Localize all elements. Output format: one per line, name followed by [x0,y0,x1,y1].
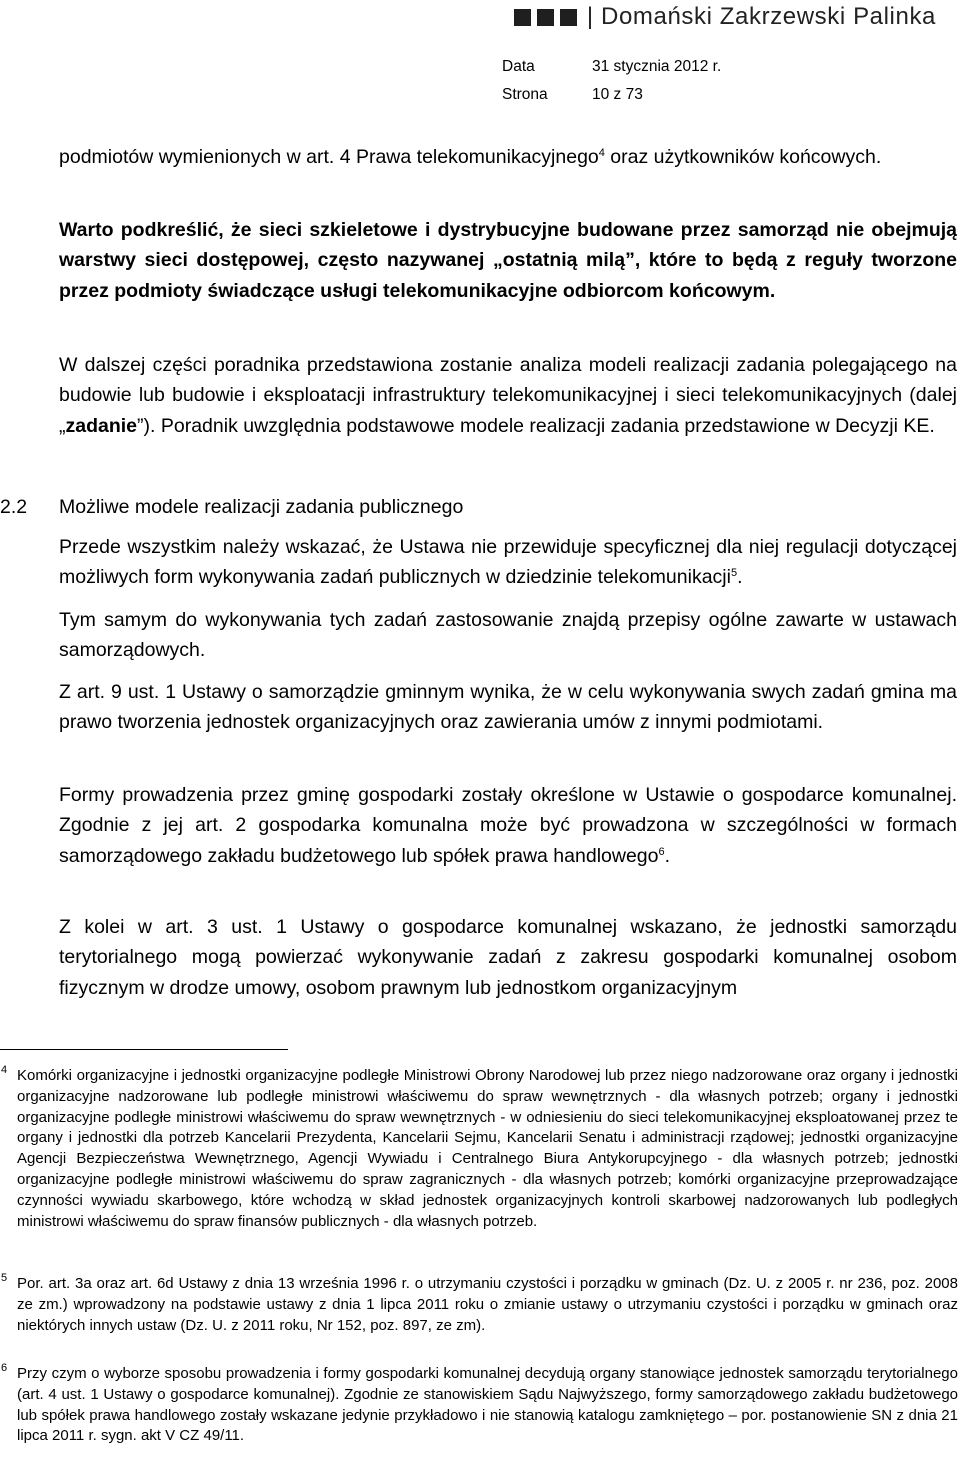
footnote-number: 4 [1,1064,8,1076]
footnote-text: Komórki organizacyjne i jednostki organizacyjne podległe Ministrowi Obrony Narodowej lub przez niego nadzorowane oraz organy i jednostki organizacyjne nadzorowane lub podległe ministrowi właściwemu do spraw wewnętrznych - dla własnych potrzeb; organy i jednostki organizacyjne podległe ministrowi właściwemu do spraw wewnętrznych - w odniesieniu do sieci telekomunikacyjnej eksploatowanej przez te organy i jednostki dla potrzeb Kancelarii Prezydenta, Kancelarii Sejmu, Kancelarii Senatu i administracji rządowej; jednostki organizacyjne Agencji Bezpieczeństwa Wewnętrznego, Agencji Wywiadu i Centralnego Biura Antykorupcyjnego - dla własnych potrzeb; jednostki organizacyjne podległe ministrowi właściwemu do spraw zagranicznych - dla własnych potrzeb; komórki organizacyjne przeprowadzające czynności wywiadu skarbowego, które wchodzą w skład jednostek organizacyjnych kontroli skarbowej nadzorowanych lub podległych ministrowi właściwemu do spraw finansów publicznych - dla własnych potrzeb. [17,1067,958,1230]
logo-square-icon [560,9,577,26]
paragraph: Z kolei w art. 3 ust. 1 Ustawy o gospodarce komunalnej wskazano, że jednostki samorządu terytorialnego mogą powierzać wykonywanie zadań z zakresu gospodarki komunalnej osobom fizycznym w drodze umowy, osobom prawnym lub jednostkom organizacyjnym [59,916,957,999]
paragraph: podmiotów wymienionych w art. 4 Prawa telekomunikacyjnego$^4$ oraz użytkowników końcowych. [59,146,882,168]
paragraph: Przede wszystkim należy wskazać, że Ustawa nie przewiduje specyficznej dla niej regulacji dotyczącej możliwych form wykonywania zadań publicznych w dziedzinie telekomunikacji$^5$. [59,536,957,589]
paragraph: Z art. 9 ust. 1 Ustawy o samorządzie gminnym wynika, że w celu wykonywania swych zadań gmina ma prawo tworzenia jednostek organizacyjnych oraz zawierania umów z innymi podmiotami. [59,681,957,734]
logo-square-icon [537,9,554,26]
footnote-ref[interactable]: 5 [730,567,738,580]
footnote-text: Przy czym o wyborze sposobu prowadzenia i formy gospodarki komunalnej decydują organy stanowiące jednostek samorządu terytorialnego (art. 4 ust. 1 Ustawy o gospodarce komunalnej). Zgodnie ze stanowiskiem Sądu Najwyższego, formy samorządowego zakładu budżetowego lub spółek prawa handlowego zostały wskazane jedynie przykładowo i nie stanowią katalogu zamkniętego – por. postanowienie SN z dnia 21 lipca 2011 r. sygn. akt V CZ 49/11. [17,1365,958,1445]
logo-square-icon [514,9,531,26]
paragraph: W dalszej części poradnika przedstawiona zostanie analiza modeli realizacji zadania polegającego na budowie lub budowie i eksploatacji infrastruktury telekomunikacyjnej i sieci telekomunikacyjnych (dalej „zadanie”). Poradnik uwzględnia podstawowe modele realizacji zadania przedstawione w Decyzji KE. [59,354,957,437]
footnote-number: 5 [1,1272,8,1284]
section-title: Możliwe modele realizacji zadania publicznego [59,496,464,518]
page-number: 10 z 73 [592,86,643,103]
footnote [1,1362,958,1447]
footnote-ref[interactable]: 4 [598,147,605,159]
section-heading [0,492,464,522]
footnote [1,1064,958,1232]
defined-term: zadanie [65,414,138,437]
bold-paragraph: Warto podkreślić, że sieci szkieletowe i dystrybucyjne budowane przez samorząd nie obejmują warstwy sieci dostępowej, często nazywanej „ostatnią milą”, które to będą z reguły tworzone przez podmioty świadczące usługi telekomunikacyjne odbiorcom końcowym. [59,219,957,302]
page-label: Strona [502,86,548,103]
footnote [1,1272,958,1336]
footnote-text: Por. art. 3a oraz art. 6d Ustawy z dnia 13 września 1996 r. o utrzymaniu czystości i porządku w gminach (Dz. U. z 2005 r. nr 236, poz. 2008 ze zm.) wprowadzony na podstawie ustawy z dnia 1 lipca 2011 roku o zmianie ustawy o utrzymaniu czystości i porządku w gminach oraz niektórych innych ustaw (Dz. U. z 2011 roku, Nr 152, poz. 897, ze zm). [17,1275,958,1334]
paragraph: Formy prowadzenia przez gminę gospodarki zostały określone w Ustawie o gospodarce komunalnej. Zgodnie z jej art. 2 gospodarka komunalna może być prowadzona w szczególności w formach samorządowego zakładu budżetowego lub spółek prawa handlowego$^6$. [59,784,957,867]
company-logo [514,3,936,31]
paragraph: Tym samym do wykonywania tych zadań zastosowanie znajdą przepisy ogólne zawarte w ustawach samorządowych. [59,609,957,662]
footnote-number: 6 [1,1362,8,1374]
date-label: Data [502,58,535,75]
date-value: 31 stycznia 2012 r. [592,58,722,75]
section-number: 2.2 [0,496,28,518]
logo-text: | Domański Zakrzewski Palinka [586,3,936,30]
footnote-ref[interactable]: 6 [658,845,665,858]
footnote-separator [0,1049,288,1050]
